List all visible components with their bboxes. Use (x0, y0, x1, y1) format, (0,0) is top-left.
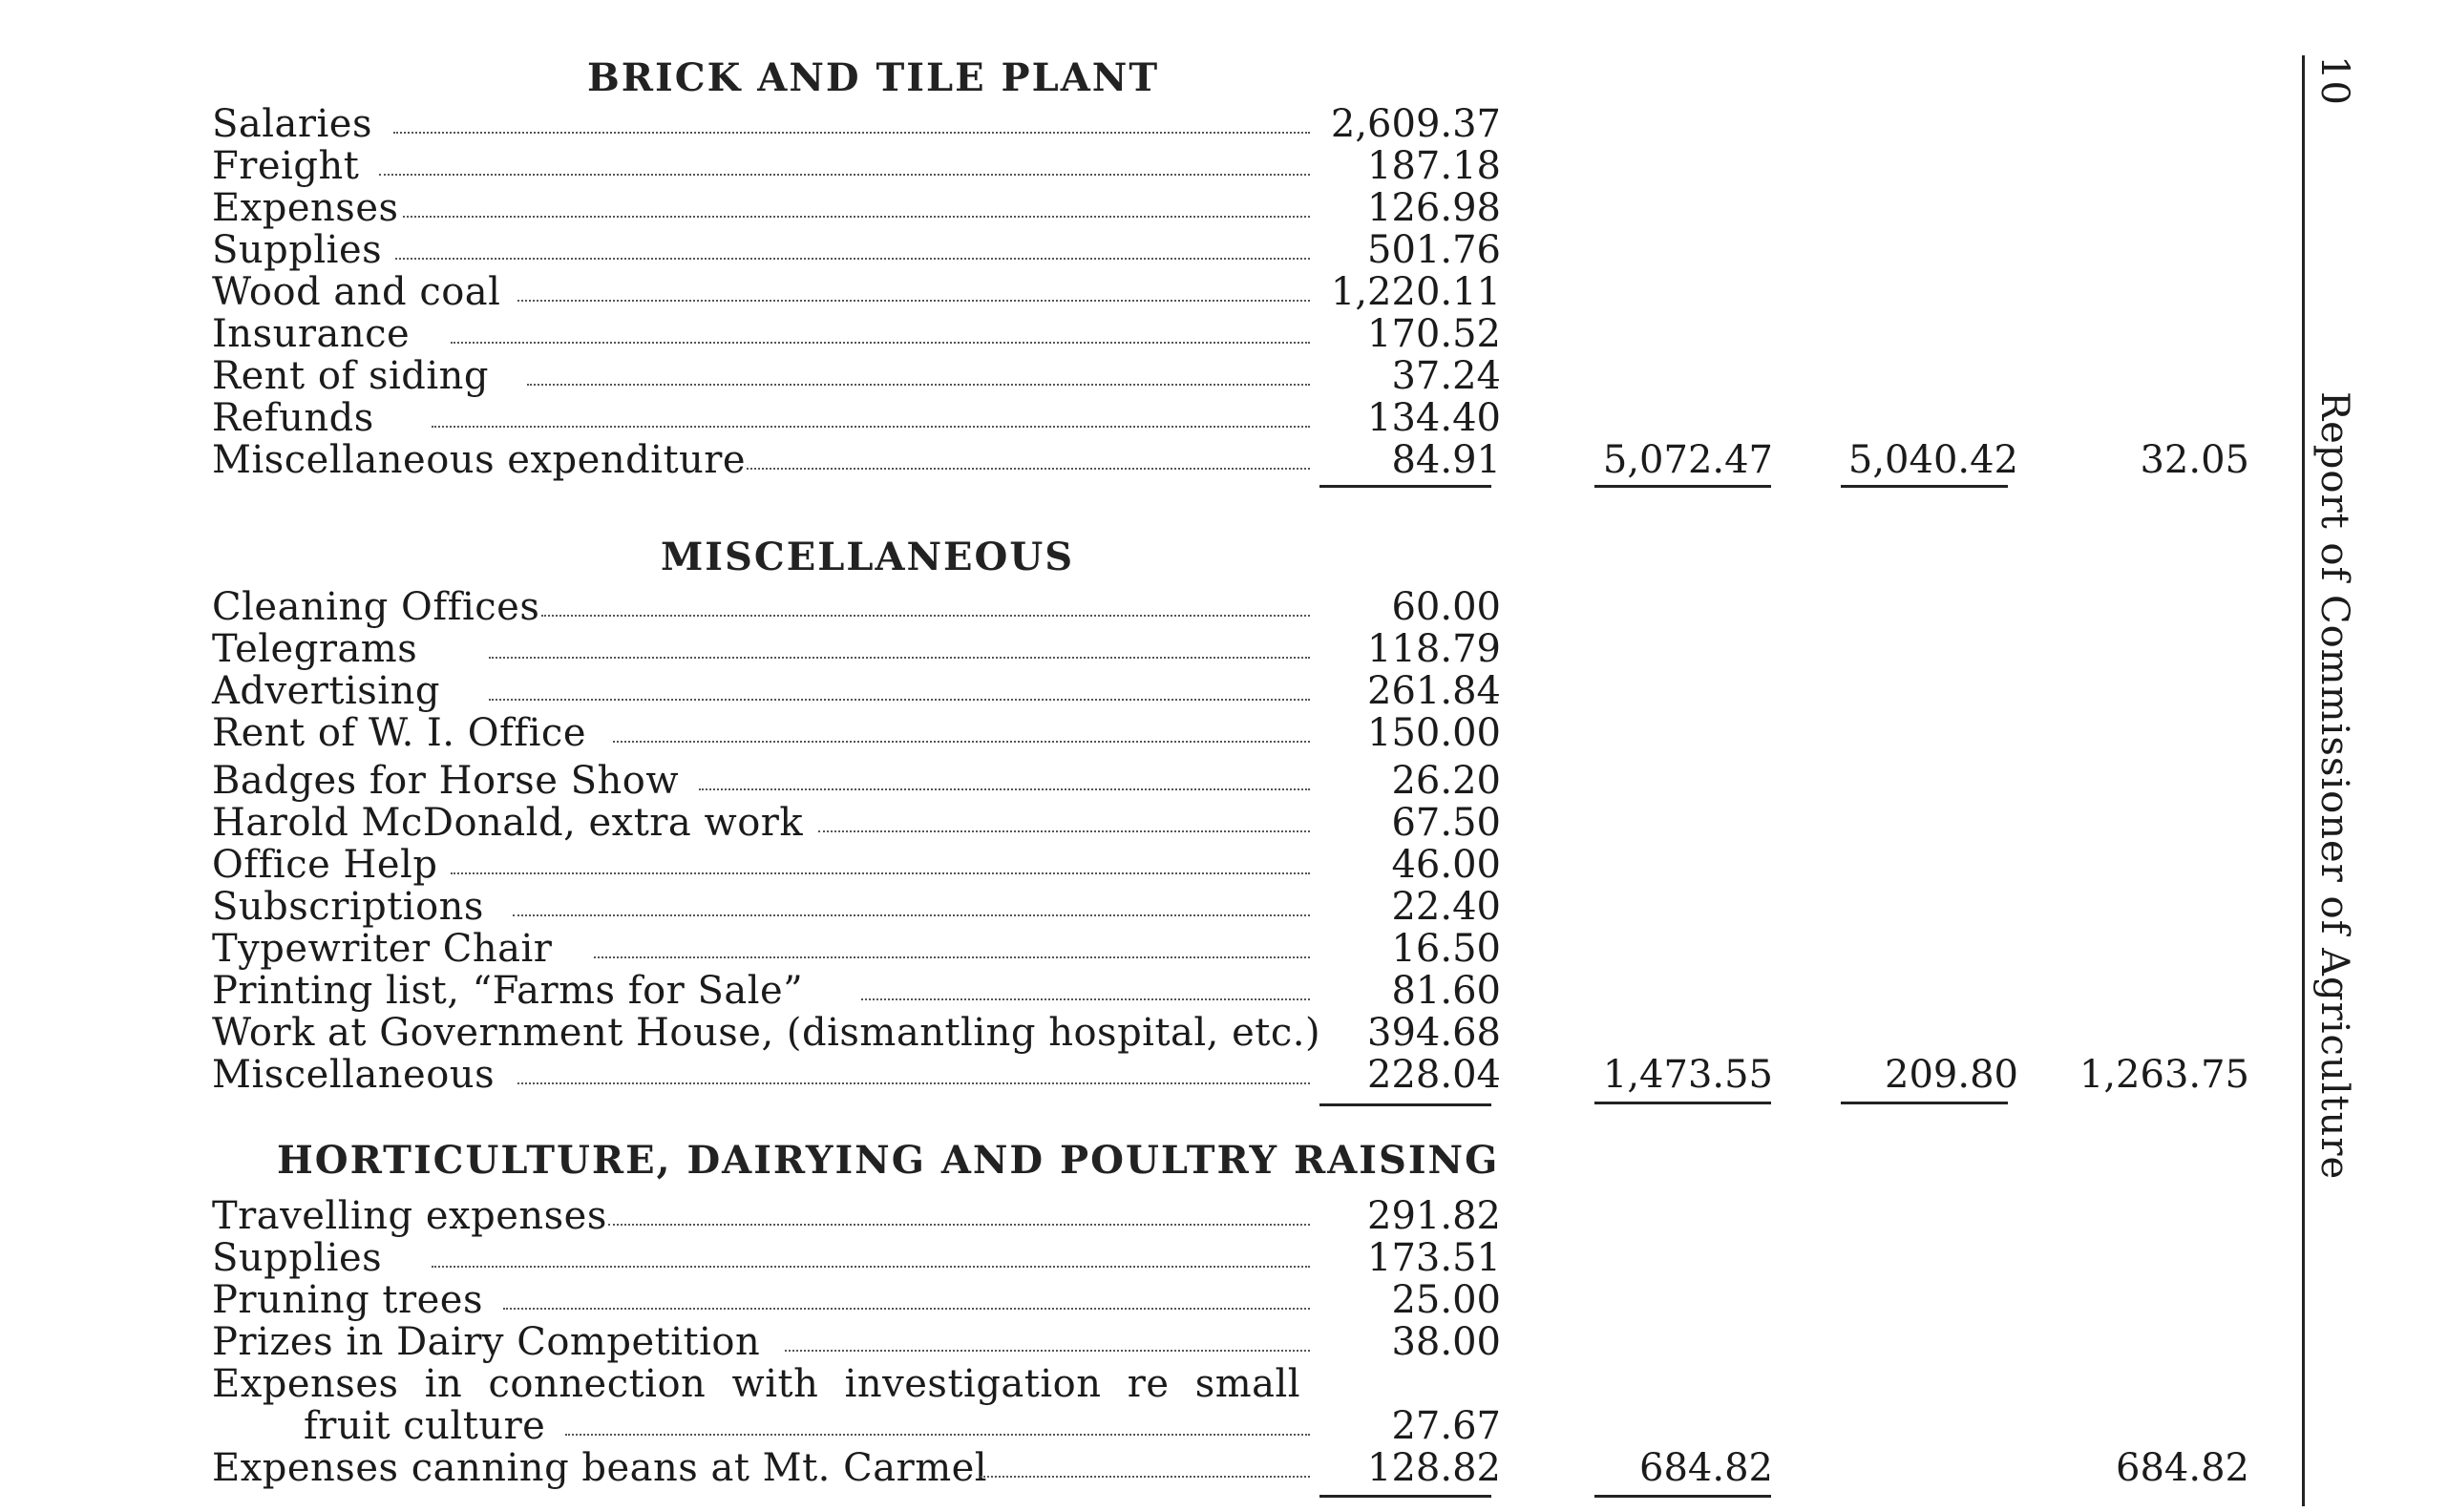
ledger-row (212, 1279, 1501, 1321)
item-amount: 46.00 (1391, 843, 1501, 887)
ledger-row (212, 928, 1501, 970)
ledger-row (212, 886, 1501, 928)
item-label: Supplies (212, 228, 383, 272)
item-label: Rent of W. I. Office (212, 711, 586, 755)
leader-dots (565, 1434, 1310, 1436)
item-label: Badges for Horse Show (212, 759, 680, 803)
leader-dots (503, 1308, 1310, 1310)
ledger-row (212, 271, 1501, 313)
leader-dots (489, 657, 1310, 659)
ledger-row (212, 802, 1501, 844)
item-amount: 25.00 (1391, 1278, 1501, 1322)
total-rule (1594, 485, 1771, 488)
total-rule (1841, 1102, 2008, 1104)
ledger-row (212, 439, 1501, 481)
item-label: Expenses (212, 186, 399, 230)
item-amount: 37.24 (1391, 354, 1501, 398)
ledger-row (212, 760, 1501, 802)
item-label: Expenses canning beans at Mt. Carmel (212, 1446, 988, 1490)
ledger-row (212, 712, 1501, 754)
ledger-row (212, 628, 1501, 670)
item-amount: 38.00 (1391, 1320, 1501, 1364)
leader-dots (517, 1082, 1310, 1084)
item-label: Insurance (212, 312, 411, 356)
leader-dots (785, 1350, 1310, 1352)
ledger-row (212, 355, 1501, 397)
leader-dots (393, 132, 1310, 134)
item-amount: 150.00 (1367, 711, 1501, 755)
leader-dots (613, 741, 1310, 743)
section-heading-miscellaneous: MISCELLANEOUS (661, 535, 1075, 579)
subtotal-rule (1319, 1495, 1491, 1498)
item-label: Printing list, “Farms for Sale” (212, 969, 804, 1013)
leader-dots (403, 216, 1310, 218)
item-label: Wood and coal (212, 270, 501, 314)
item-amount: 228.04 (1367, 1053, 1501, 1097)
ledger-row (212, 1054, 1501, 1096)
item-label: Rent of siding (212, 354, 490, 398)
item-label: Freight (212, 144, 360, 188)
item-label: Miscellaneous (212, 1053, 496, 1097)
item-label: Salaries (212, 102, 373, 146)
margin-rule (2302, 55, 2305, 1506)
leader-dots (432, 1266, 1310, 1268)
item-amount: 27.67 (1391, 1404, 1501, 1448)
leader-dots (432, 426, 1310, 428)
item-amount: 187.18 (1367, 144, 1501, 188)
item-label: Advertising (212, 669, 440, 713)
ledger-row (212, 1363, 1501, 1405)
item-amount: 291.82 (1367, 1194, 1501, 1238)
item-amount: 126.98 (1367, 186, 1501, 230)
ledger-row (212, 229, 1501, 271)
leader-dots (517, 300, 1310, 302)
ledger-row (212, 103, 1501, 145)
item-amount: 81.60 (1391, 969, 1501, 1013)
ledger-row (212, 145, 1501, 187)
item-label: Miscellaneous expenditure (212, 438, 747, 482)
item-label: Harold McDonald, extra work (212, 801, 804, 845)
leader-dots (489, 699, 1310, 701)
section-total-net: 32.05 (2140, 438, 2249, 482)
ledger-row (212, 586, 1501, 628)
item-amount: 118.79 (1367, 627, 1501, 671)
leader-dots (747, 468, 1310, 470)
running-title: Report of Commissioner of Agriculture (2312, 391, 2356, 1181)
item-label: Travelling expenses (212, 1194, 607, 1238)
leader-dots (395, 258, 1310, 260)
total-rule (1841, 485, 2008, 488)
leader-dots (451, 872, 1310, 874)
item-amount: 261.84 (1367, 669, 1501, 713)
ledger-row (212, 397, 1501, 439)
section-heading-horticulture: HORTICULTURE, DAIRYING AND POULTRY RAISING (277, 1138, 1500, 1183)
leader-dots (608, 1224, 1310, 1226)
ledger-row (212, 1321, 1501, 1363)
leader-dots (594, 956, 1310, 958)
item-amount: 84.91 (1391, 438, 1501, 482)
ledger-row (212, 1405, 1501, 1447)
item-amount: 60.00 (1391, 585, 1501, 629)
ledger-row (212, 313, 1501, 355)
ledger-row (212, 1195, 1501, 1237)
ledger-row (212, 844, 1501, 886)
section-heading-brick-and-tile-plant: BRICK AND TILE PLANT (587, 55, 1160, 100)
subtotal-rule (1319, 1103, 1491, 1106)
leader-dots (527, 384, 1310, 386)
leader-dots (861, 998, 1310, 1000)
item-amount: 26.20 (1391, 759, 1501, 803)
section-total-charged: 684.82 (1639, 1446, 1773, 1490)
leader-dots (981, 1476, 1310, 1478)
item-amount: 134.40 (1367, 396, 1501, 440)
ledger-row (212, 187, 1501, 229)
section-total-received: 5,040.42 (1847, 438, 2018, 482)
leader-dots (451, 342, 1310, 344)
section-total-received: 209.80 (1885, 1053, 2018, 1097)
item-label: Work at Government House, (dismantling hospital, etc.) (212, 1011, 1321, 1055)
ledger-row (212, 1012, 1501, 1054)
total-rule (1594, 1102, 1771, 1104)
item-amount: 2,609.37 (1330, 102, 1501, 146)
item-label: Expenses in connection with investigation re small (212, 1362, 1301, 1406)
leader-dots (513, 914, 1310, 916)
section-total-net: 1,263.75 (2079, 1053, 2249, 1097)
item-label: Typewriter Chair (212, 927, 553, 971)
leader-dots (541, 615, 1310, 617)
item-amount: 173.51 (1367, 1236, 1501, 1280)
item-amount: 16.50 (1391, 927, 1501, 971)
total-rule (1594, 1495, 1771, 1498)
ledger-row (212, 670, 1501, 712)
section-total-charged: 1,473.55 (1602, 1053, 1773, 1097)
item-amount: 22.40 (1391, 885, 1501, 929)
item-amount: 170.52 (1367, 312, 1501, 356)
ledger-row (212, 1447, 1501, 1489)
leader-dots (699, 788, 1310, 790)
item-label: Office Help (212, 843, 438, 887)
item-label: Cleaning Offices (212, 585, 540, 629)
item-label: Refunds (212, 396, 374, 440)
ledger-row (212, 970, 1501, 1012)
item-amount: 394.68 (1367, 1011, 1501, 1055)
ledger-row (212, 1237, 1501, 1279)
item-amount: 128.82 (1367, 1446, 1501, 1490)
item-label: Subscriptions (212, 885, 484, 929)
leader-dots (818, 830, 1310, 832)
leader-dots (379, 174, 1310, 176)
item-label: Telegrams (212, 627, 418, 671)
item-label: Supplies (212, 1236, 383, 1280)
item-amount: 1,220.11 (1330, 270, 1501, 314)
page-number: 10 (2312, 55, 2356, 106)
section-total-net: 684.82 (2116, 1446, 2249, 1490)
section-total-charged: 5,072.47 (1602, 438, 1773, 482)
item-label: Pruning trees (212, 1278, 483, 1322)
item-label: Prizes in Dairy Competition (212, 1320, 761, 1364)
subtotal-rule (1319, 485, 1491, 488)
item-label: fruit culture (304, 1404, 546, 1448)
item-amount: 501.76 (1367, 228, 1501, 272)
item-amount: 67.50 (1391, 801, 1501, 845)
